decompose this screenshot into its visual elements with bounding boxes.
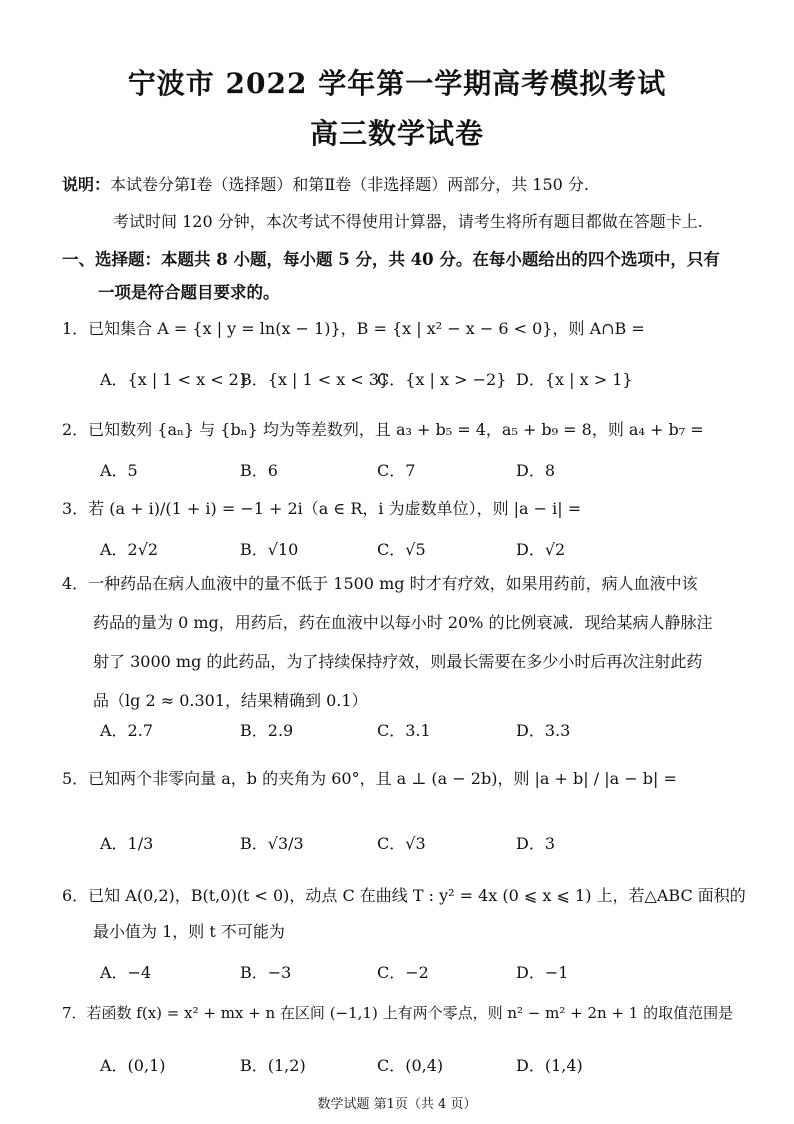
instructions-label: 说明： (62, 175, 111, 194)
question-4-stem-line-4: 品（lg 2 ≈ 0.301，结果精确到 0.1） (93, 691, 368, 710)
page-footer: 数学试题 第1页（共 4 页） (317, 1097, 477, 1112)
question-6-option-d: D．−1 (516, 963, 569, 982)
section-heading-line-2: 一项是符合题目要求的。 (98, 283, 280, 302)
question-4-stem-line-1: 4．一种药品在病人血液中的量不低于 1500 mg 时才有疗效，如果用药前，病人血液中该 (62, 574, 698, 593)
question-6-option-c: C．−2 (377, 963, 429, 982)
section-heading-line-1: 一、选择题：本题共 8 小题，每小题 5 分，共 40 分。在每小题给出的四个选项中，只有 (62, 250, 720, 269)
question-4-stem-line-3: 射了 3000 mg 的此药品，为了持续保持疗效，则最长需要在多少小时后再次注射此药 (93, 652, 703, 671)
question-5-option-b: B．√3/3 (240, 834, 304, 853)
question-2-option-a: A．5 (100, 461, 138, 480)
exam-subtitle: 高三数学试卷 (309, 117, 484, 150)
question-1-stem: 1．已知集合 A = {x | y = ln(x − 1)}，B = {x | x² − x − 6 < 0}，则 A∩B = (62, 319, 645, 338)
instructions-text-1: 本试卷分第Ⅰ卷（选择题）和第Ⅱ卷（非选择题）两部分，共 150 分. (110, 175, 590, 194)
question-2-option-c: C．7 (377, 461, 416, 480)
question-1-option-d: D．{x | x > 1} (516, 370, 633, 389)
question-5-option-c: C．√3 (377, 834, 426, 853)
question-7-option-c: C．(0,4) (377, 1056, 444, 1075)
question-2-option-b: B．6 (240, 461, 278, 480)
question-5-stem: 5．已知两个非零向量 a，b 的夹角为 60°，且 a ⊥ (a − 2b)，则 |a + b| / |a − b| = (62, 769, 677, 788)
instructions-line-2: 考试时间 120 分钟，本次考试不得使用计算器，请考生将所有题目都做在答题卡上. (113, 212, 703, 231)
question-6-stem-line-2: 最小值为 1，则 t 不可能为 (93, 922, 285, 941)
question-6-stem-line-1: 6．已知 A(0,2)，B(t,0)(t < 0)，动点 C 在曲线 T : y² = 4x (0 ⩽ x ⩽ 1) 上，若△ABC 面积的 (62, 886, 746, 905)
question-4-option-c: C．3.1 (377, 721, 431, 740)
question-7-stem: 7．若函数 f(x) = x² + mx + n 在区间 (−1,1) 上有两个零点，则 n² − m² + 2n + 1 的取值范围是 (62, 1004, 734, 1022)
question-7-option-d: D．(1,4) (516, 1056, 583, 1075)
question-4-stem-line-2: 药品的量为 0 mg，用药后，药在血液中以每小时 20% 的比例衰减．现给某病人静脉注 (93, 613, 713, 632)
question-7-option-a: A．(0,1) (100, 1056, 166, 1075)
exam-title: 宁波市 2022 学年第一学期高考模拟考试 (127, 67, 667, 100)
question-1-option-a: A．{x | 1 < x < 2} (100, 370, 250, 389)
question-6-option-a: A．−4 (100, 963, 152, 982)
question-3-option-a: A．2√2 (100, 540, 159, 559)
question-7-option-b: B．(1,2) (240, 1056, 306, 1075)
question-1-option-b: B．{x | 1 < x < 3} (240, 370, 390, 389)
question-3-option-d: D．√2 (516, 540, 566, 559)
question-6-option-b: B．−3 (240, 963, 292, 982)
question-3-option-c: C．√5 (377, 540, 426, 559)
question-2-stem: 2．已知数列 {aₙ} 与 {bₙ} 均为等差数列，且 a₃ + b₅ = 4，a₅ + b₉ = 8，则 a₄ + b₇ = (62, 420, 704, 439)
question-3-option-b: B．√10 (240, 540, 299, 559)
question-4-option-b: B．2.9 (240, 721, 294, 740)
question-5-option-d: D．3 (516, 834, 556, 853)
instructions-line-1 (62, 172, 589, 195)
question-2-option-d: D．8 (516, 461, 556, 480)
question-4-option-a: A．2.7 (100, 721, 154, 740)
question-3-stem: 3．若 (a + i)/(1 + i) = −1 + 2i（a ∈ R，i 为虚数单位），则 |a − i| = (62, 499, 582, 518)
question-4-option-d: D．3.3 (516, 721, 571, 740)
question-5-option-a: A．1/3 (100, 834, 154, 853)
question-1-option-c: C．{x | x > −2} (377, 370, 507, 389)
